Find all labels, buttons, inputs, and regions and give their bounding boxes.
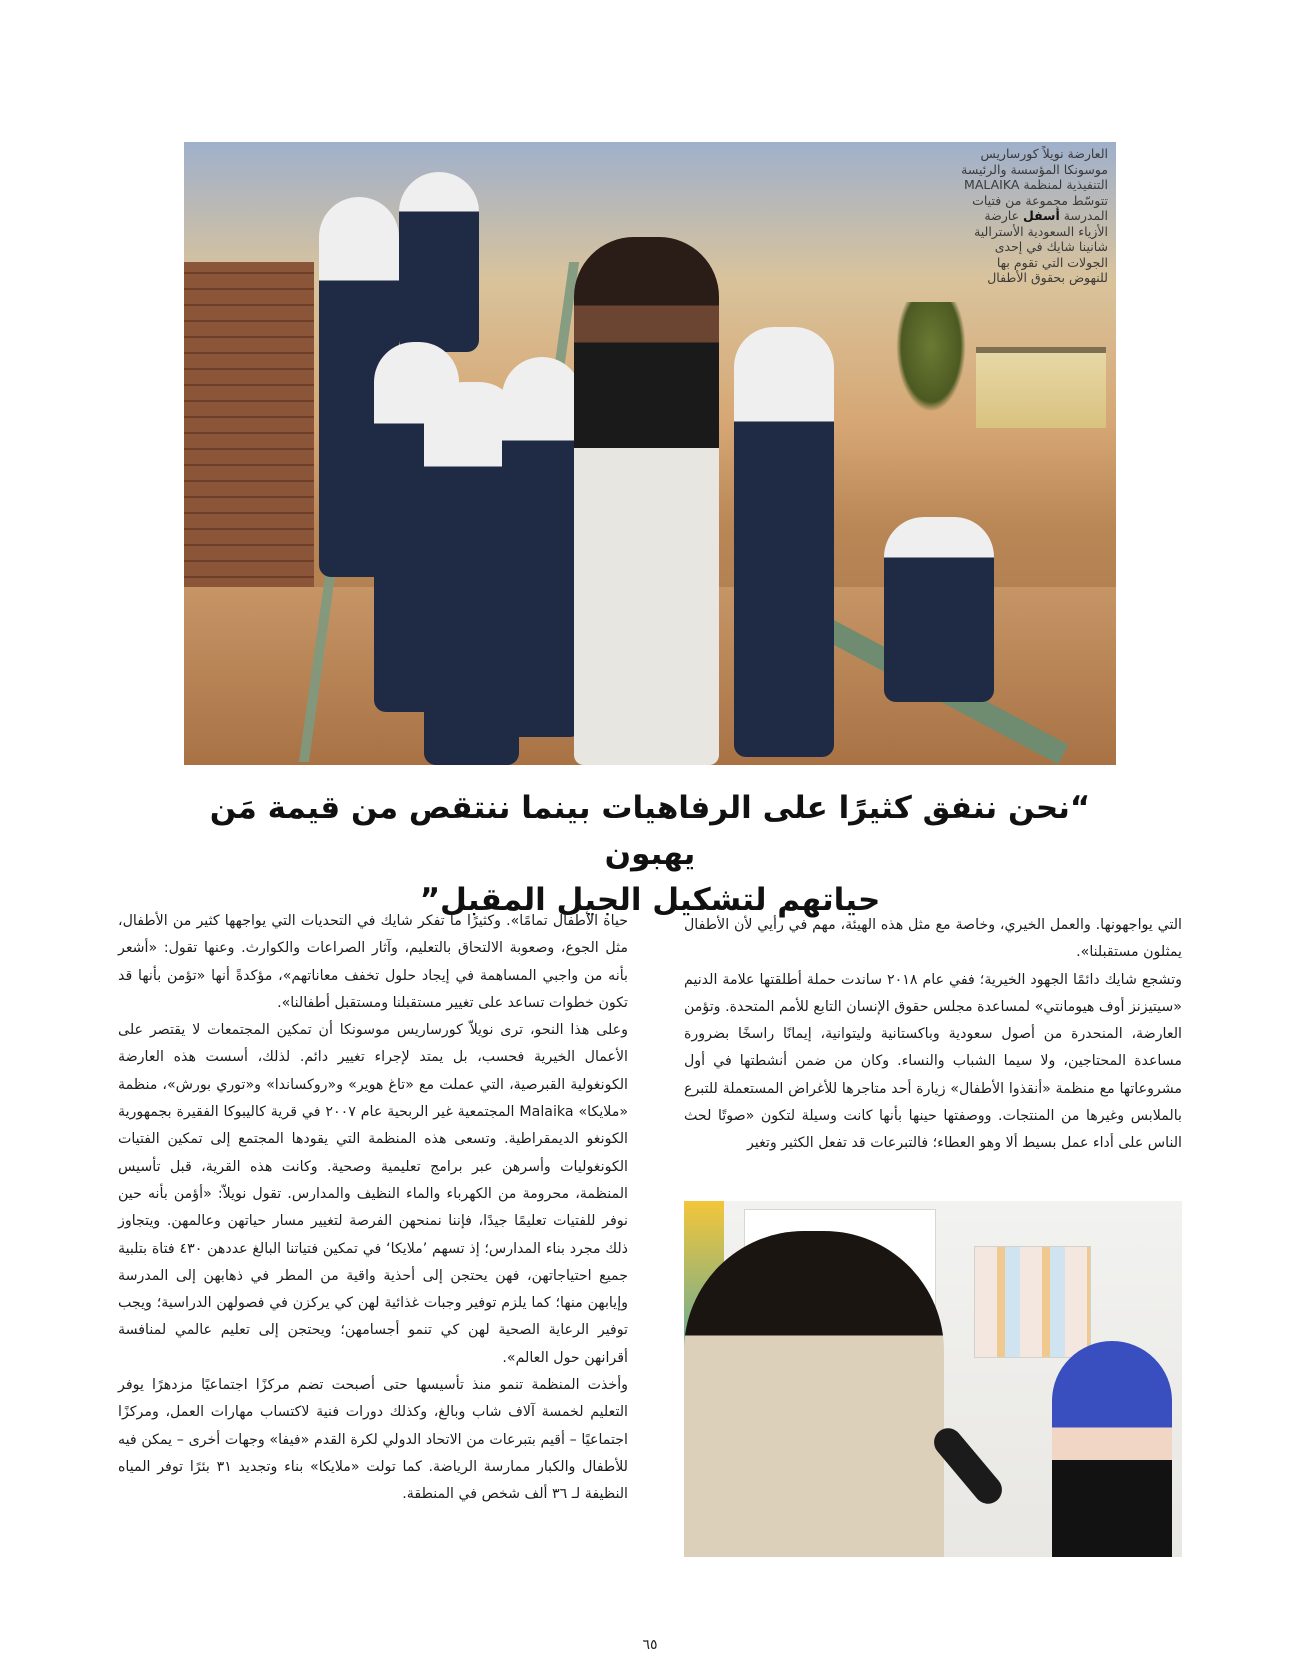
- brick-wall: [184, 262, 314, 592]
- page-number: ٦٥: [642, 1637, 658, 1653]
- paragraph: وأخذت المنظمة تنمو منذ تأسيسها حتى أصبحت تضم مركزًا اجتماعيًا مزدهرًا يوفر التعليم لخمسة آلاف شاب وبالغ، وكذلك دورات فنية لاكتساب مهارات العمل، ومركزًا اجتماعيًا – أقيم بتبرعات من الاتحاد الدولي لكرة القدم «فيفا» وجهات أخرى – يمكن فيه للأطفال والكبار ممارسة الرياضة. كما تولت «ملايكا» بناء وتجديد ٣١ بئرًا توفر المياه النظيفة لـ ٣٦ ألف شخص في المنطقة.: [118, 1377, 629, 1503]
- interviewer-figure: [684, 1231, 944, 1557]
- pull-quote-line-1: “نحن ننفق كثيرًا على الرفاهيات بينما ننتقص من قيمة مَن يهبون: [209, 790, 1091, 872]
- girl-figure: [502, 357, 582, 737]
- tree: [896, 302, 966, 412]
- pull-quote-line-2: حياتهم لتشكيل الجيل المقبل”: [419, 882, 881, 918]
- caption-bold-word: أسفل: [1023, 208, 1060, 223]
- paragraph: وتشجع شايك دائمًا الجهود الخيرية؛ ففي عام ٢٠١٨ ساندت حملة أطلقتها علامة الدنيم «سيتيزنز أوف هيومانتي» لمساعدة مجلس حقوق الإنسان التابع للأمم المتحدة. وتؤمن العارضة، المنحدرة من أصول سعودية وباكستانية وليتوانية، إيمانًا راسخًا بضرورة مساعدة المحتاجين، ولا سيما الشباب والنساء. وكان من ضمن أنشطتها في أول مشروعاتها مع منظمة «أنقذوا الأطفال» زيارة أحد متاجرها للأغراض المستعملة للتبرع بالملابس وغيرها من المنتجات. ووصفتها حينها بأنها كانت وسيلة لتكون «صوتًا لحث الناس على أداء عمل بسيط ألا وهو العطاء؛ فالتبرعات قد تفعل الكثير وتغير: [684, 971, 1182, 1152]
- bottom-photo: [684, 1201, 1182, 1557]
- article-column-right: [684, 912, 1182, 1158]
- girl-figure: [884, 517, 994, 702]
- pull-quote: [184, 785, 1116, 923]
- paragraph: حياة الأطفال تمامًا». وكثيرًا ما تفكر شايك في التحديات التي يواجهها كثير من الأطفال، مثل الجوع، وصعوبة الالتحاق بالتعليم، وآثار الصراعات والكوارث. وعنها تقول: «أشعر بأنه من واجبي المساهمة في إيجاد حلول تخفف معاناتهم»، مؤكدةً أنها «تؤمن بأنها قد تكون خطوات تساعد على تغيير مستقبلنا ومستقبل أطفالنا».: [118, 913, 628, 1011]
- woman-figure: [574, 237, 719, 765]
- article-column-left: [118, 908, 628, 1509]
- top-photo: [184, 142, 1116, 765]
- child-figure: [1052, 1341, 1172, 1557]
- children-drawing: [974, 1246, 1091, 1358]
- photo-caption: العارضة نويلاً كورساريس موسونكا المؤسسة والرئيسة التنفيذية لمنظمة MALAIKA تتوسّط مجموعة من فتيات المدرسة أسفل عارضة الأزياء السعودية الأسترالية شانينا شايك في إحدى الجولات التي تقوم بها للنهوض بحقوق الأطفال: [961, 146, 1108, 285]
- paragraph: التي يواجهونها. والعمل الخيري، وخاصة مع مثل هذه الهيئة، مهم في رأيي لأن الأطفال يمثلون مستقبلنا».: [684, 917, 1182, 961]
- girl-figure: [734, 327, 834, 757]
- school-building: [976, 347, 1106, 428]
- paragraph: وعلى هذا النحو، ترى نويلاّ كورساريس موسونكا أن تمكين المجتمعات لا يقتصر على الأعمال الخيرية فحسب، بل يمتد لإجراء تغيير دائم. لذلك، أسست هذه العارضة الكونغولية القبرصية، التي عملت مع «تاغ هوير» و«روكساندا» و«توري بورش»، منظمة «ملايكا» Malaika المجتمعية غير الربحية عام ٢٠٠٧ في قرية كاليبوكا الفقيرة بجمهورية الكونغو الديمقراطية. وتسعى هذه المنظمة التي يقودها المجتمع إلى تمكين الفتيات الكونغوليات وأسرهن عبر برامج تعليمية وصحية. وكانت هذه القرية، قبل تأسيس المنظمة، محرومة من الكهرباء والماء النظيف والمدارس. تقول نويلاّ: «أؤمن بأنه حين نوفر للفتيات تعليمًا جيدًا، فإننا نمنحهن الفرصة لتغيير مسار حياتهن وعالمهن. ويتجاوز ذلك مجرد بناء المدارس؛ إذ تسهم ’ملايكا‘ في تمكين فتياتنا البالغ عددهن ٤٣٠ فتاة بتلبية جميع احتياجاتهن، فهن يحتجن إلى أحذية واقية من المطر في ذهابهن إلى المدرسة وإيابهن منها؛ كما يلزم توفير وجبات غذائية لهن كي يركزن في فصولهن الدراسية؛ ويجب توفير الرعاية الصحية لهن كي تنمو أجسامهن؛ ويحتجن إلى تعليم عالمي لمنافسة أقرانهن حول العالم».: [118, 1022, 629, 1366]
- girl-figure: [399, 172, 479, 352]
